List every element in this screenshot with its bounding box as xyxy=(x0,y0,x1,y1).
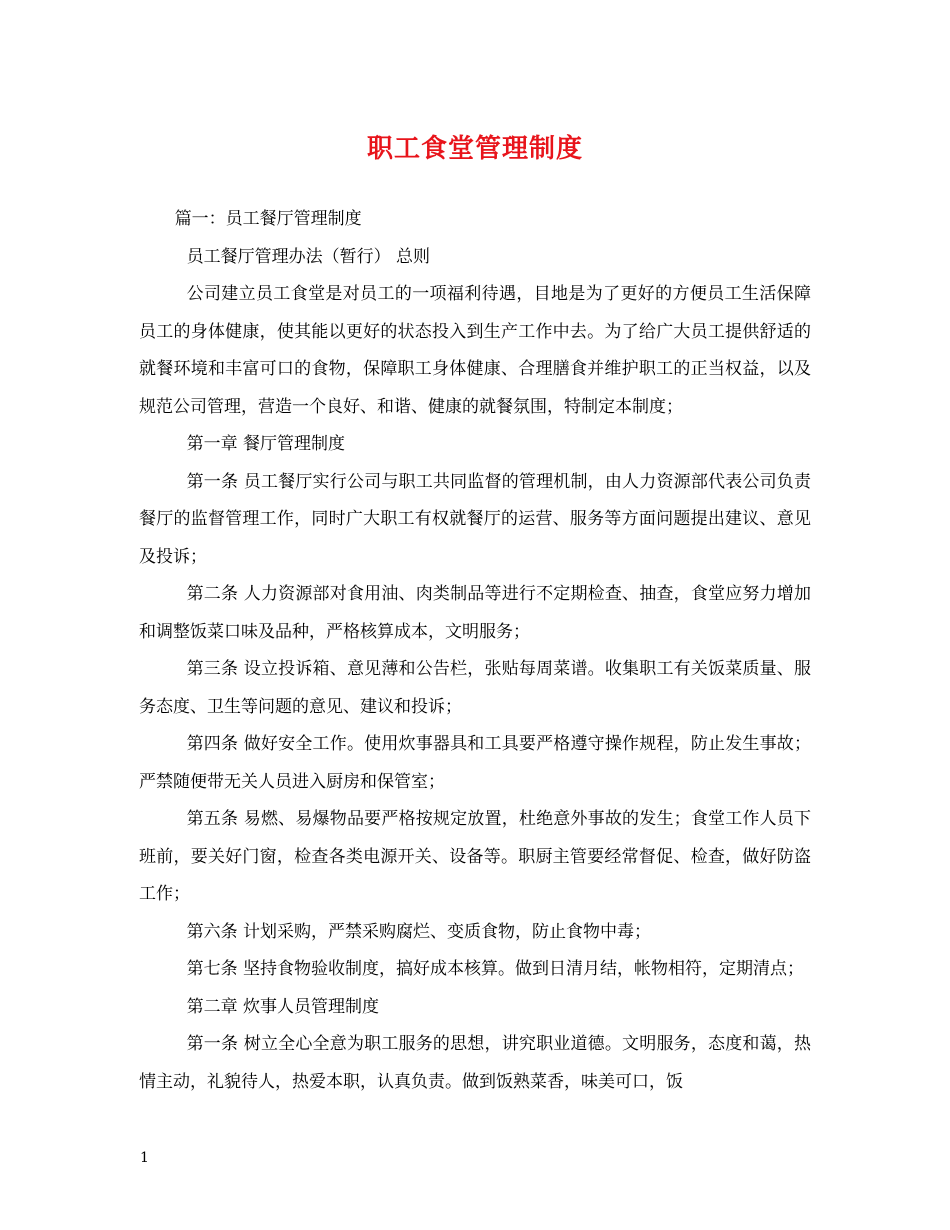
document-body xyxy=(139,201,811,1101)
article-paragraph: 第四条 做好安全工作。使用炊事器具和工具要严格遵守操作规程，防止发生事故；严禁随便带无关人员进入厨房和保管室； xyxy=(139,734,811,792)
article-paragraph: 第三条 设立投诉箱、意见薄和公告栏，张贴每周菜谱。收集职工有关饭菜质量、服务态度、卫生等问题的意见、建议和投诉； xyxy=(139,659,811,717)
article-paragraph: 第五条 易燃、易爆物品要严格按规定放置，杜绝意外事故的发生；食堂工作人员下班前，要关好门窗，检查各类电源开关、设备等。职厨主管要经常督促、检查，做好防盗工作； xyxy=(139,809,811,904)
article-paragraph: 第六条 计划采购，严禁采购腐烂、变质食物，防止食物中毒； xyxy=(186,921,651,942)
article-paragraph: 第二条 人力资源部对食用油、肉类制品等进行不定期检查、抽查，食堂应努力增加和调整饭菜口味及品种，严格核算成本，文明服务； xyxy=(139,584,811,642)
chapter-heading: 第一章 餐厅管理制度 xyxy=(186,434,345,454)
subsection-heading: 员工餐厅管理办法（暂行） 总则 xyxy=(186,246,430,267)
section-heading: 篇一：员工餐厅管理制度 xyxy=(174,209,362,229)
chapter-heading: 第二章 炊事人员管理制度 xyxy=(186,996,379,1017)
article-paragraph: 第一条 树立全心全意为职工服务的思想，讲究职业道德。文明服务，态度和蔼，热情主动，礼貌待人，热爱本职，认真负责。做到饭熟菜香，味美可口，饭 xyxy=(139,1034,811,1092)
article-paragraph: 第一条 员工餐厅实行公司与职工共同监督的管理机制，由人力资源部代表公司负责餐厅的监督管理工作，同时广大职工有权就餐厅的运营、服务等方面问题提出建议、意见及投诉； xyxy=(139,471,811,567)
paragraph: 公司建立员工食堂是对员工的一项福利待遇，目地是为了更好的方便员工生活保障员工的身体健康，使其能以更好的状态投入到生产工作中去。为了给广大员工提供舒适的就餐环境和丰富可口的食物，保障职工身体健康、合理膳食并维护职工的正当权益，以及规范公司管理，营造一个良好、和谐、健康的就餐氛围，特制定本制度； xyxy=(139,284,811,417)
article-paragraph: 第七条 坚持食物验收制度，搞好成本核算。做到日清月结，帐物相符，定期清点； xyxy=(186,959,804,979)
page-number: 1 xyxy=(140,1150,149,1166)
document-title: 职工食堂管理制度 xyxy=(366,134,583,164)
